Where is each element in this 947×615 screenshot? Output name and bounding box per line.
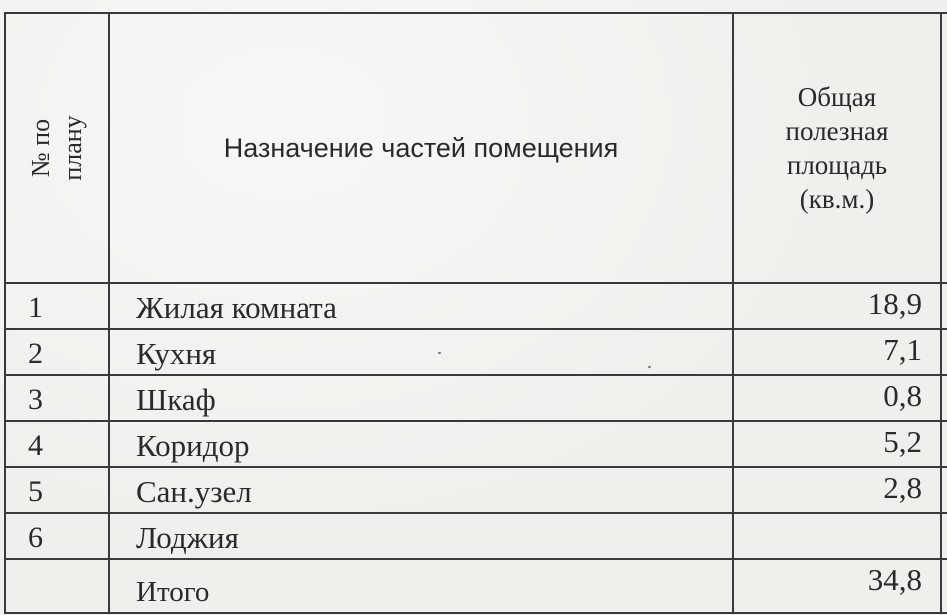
row-area: 2,8 xyxy=(733,467,941,513)
row-number: 3 xyxy=(5,375,109,421)
header-number: № по плану xyxy=(26,115,87,181)
row-number: 2 xyxy=(5,329,109,375)
table-row xyxy=(5,283,947,329)
row-number: 6 xyxy=(5,513,109,559)
row-area: 5,2 xyxy=(733,421,941,467)
extra-column-cell xyxy=(941,329,947,375)
row-name: Кухня xyxy=(109,329,733,375)
row-name: Сан.узел xyxy=(109,467,733,513)
total-row xyxy=(5,559,947,613)
row-area: 18,9 xyxy=(733,283,941,329)
row-area: 7,1 xyxy=(733,329,941,375)
total-label: Итого xyxy=(109,559,733,613)
header-number-cell xyxy=(5,13,109,283)
header-row xyxy=(5,13,947,283)
row-number: 4 xyxy=(5,421,109,467)
table-row xyxy=(5,329,947,375)
row-name: Коридор xyxy=(109,421,733,467)
row-area xyxy=(733,513,941,559)
row-number: 1 xyxy=(5,283,109,329)
header-area: Общая полезная площадь (кв.м.) xyxy=(733,13,941,283)
row-name: Шкаф xyxy=(109,375,733,421)
extra-column-cell xyxy=(941,467,947,513)
row-name: Лоджия xyxy=(109,513,733,559)
extra-column-cell xyxy=(941,421,947,467)
header-name: Назначение частей помещения xyxy=(109,13,733,283)
table-row xyxy=(5,421,947,467)
row-name: Жилая комната xyxy=(109,283,733,329)
extra-column-cell xyxy=(941,13,947,283)
table-row xyxy=(5,375,947,421)
table-row xyxy=(5,467,947,513)
total-number-cell xyxy=(5,559,109,613)
extra-column-cell xyxy=(941,283,947,329)
row-area: 0,8 xyxy=(733,375,941,421)
row-number: 5 xyxy=(5,467,109,513)
extra-column-cell xyxy=(941,559,947,613)
room-area-table xyxy=(4,12,947,614)
total-value: 34,8 xyxy=(733,559,941,613)
extra-column-cell xyxy=(941,375,947,421)
extra-column-cell xyxy=(941,513,947,559)
table-row xyxy=(5,513,947,559)
